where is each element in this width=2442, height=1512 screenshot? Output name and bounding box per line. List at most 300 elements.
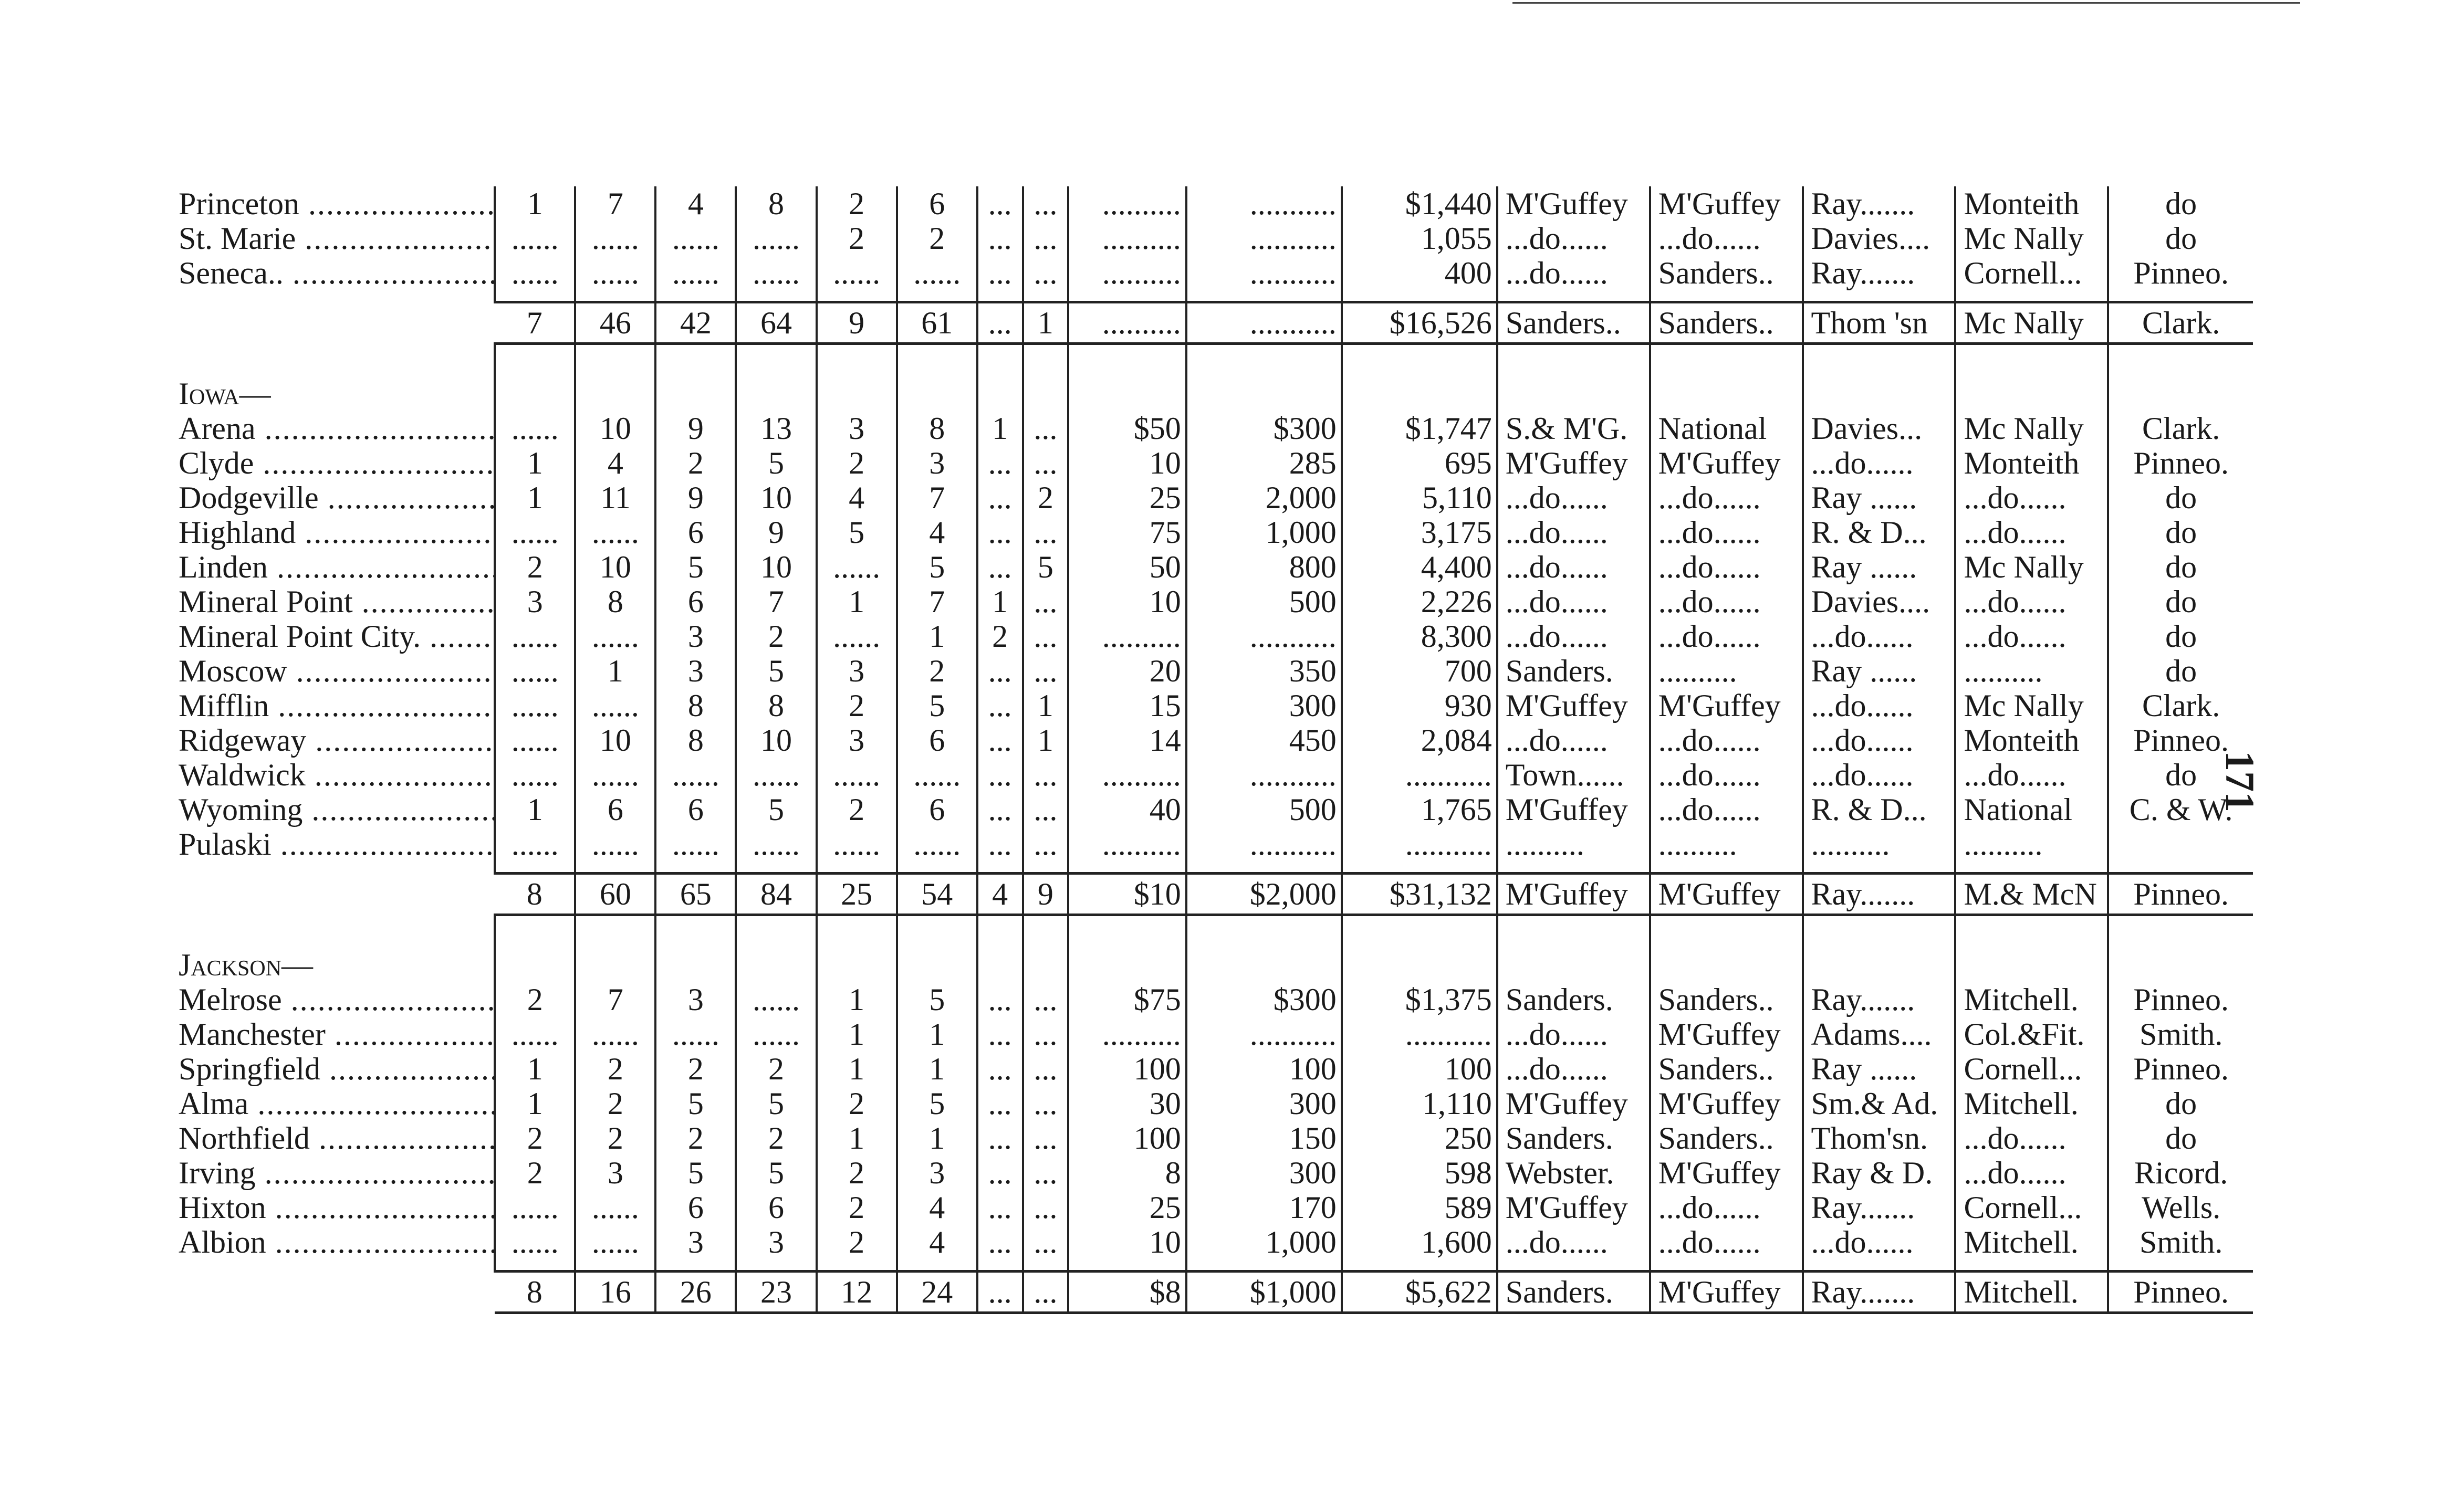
table-cell: 1,055 xyxy=(1342,221,1497,256)
table-row xyxy=(179,1086,2253,1121)
table-cell: ... xyxy=(1023,1121,1069,1156)
table-cell: 6 xyxy=(655,792,736,827)
table-cell: ...do...... xyxy=(1650,584,1803,619)
table-cell: 16 xyxy=(575,1272,655,1313)
table-cell: 9 xyxy=(817,302,897,344)
town-name xyxy=(179,411,495,446)
table-cell: 7 xyxy=(575,982,655,1017)
table-cell: M'Guffey xyxy=(1650,688,1803,723)
table-cell: Mitchell. xyxy=(1955,1086,2108,1121)
table-cell: ...... xyxy=(817,550,897,584)
table-cell: ...do...... xyxy=(1650,758,1803,792)
table-body xyxy=(179,186,2253,1313)
table-cell: Monteith xyxy=(1955,723,2108,758)
table-cell: 10 xyxy=(575,411,655,446)
table-cell: Mitchell. xyxy=(1955,982,2108,1017)
table-cell: ...... xyxy=(495,1017,575,1052)
table-cell: 1 xyxy=(817,1017,897,1052)
table-cell: 5 xyxy=(655,1086,736,1121)
table-row xyxy=(179,411,2253,446)
table-cell: ...do...... xyxy=(1497,515,1650,550)
table-cell: ...... xyxy=(575,758,655,792)
table-cell: ...... xyxy=(495,411,575,446)
table-cell: 2 xyxy=(1023,480,1069,515)
table-cell: do xyxy=(2165,654,2197,688)
table-cell: 1 xyxy=(495,792,575,827)
table-cell: 2 xyxy=(495,1121,575,1156)
table-cell: 2 xyxy=(817,792,897,827)
town-name-text: Alma ..... xyxy=(179,1086,495,1121)
table-row xyxy=(179,688,2253,723)
table-cell: Adams.... xyxy=(1803,1017,1956,1052)
table-cell: ...... xyxy=(655,758,736,792)
table-cell: 4 xyxy=(817,480,897,515)
town-name-text: Seneca.. ..... xyxy=(179,256,495,290)
table-cell: 1 xyxy=(495,1052,575,1086)
table-row xyxy=(179,186,2253,221)
table-row xyxy=(179,480,2253,515)
table-cell: ... xyxy=(977,302,1023,344)
table-row xyxy=(179,654,2253,688)
rule-row xyxy=(179,1259,2253,1272)
table-cell: ... xyxy=(1023,584,1069,619)
table-cell: ... xyxy=(977,688,1023,723)
table-cell: M'Guffey xyxy=(1497,688,1650,723)
table-cell: ...... xyxy=(817,256,897,290)
table-row xyxy=(179,1121,2253,1156)
table-cell: Sanders. xyxy=(1497,1121,1650,1156)
table-cell: 300 xyxy=(1186,1086,1342,1121)
table-cell: 1 xyxy=(977,584,1023,619)
table-cell: 1 xyxy=(817,1052,897,1086)
table-cell: Pinneo. xyxy=(2108,874,2253,915)
table-cell: ... xyxy=(977,1017,1023,1052)
table-cell: 65 xyxy=(655,874,736,915)
table-cell: M'Guffey xyxy=(1497,1190,1650,1225)
table-cell: ...do...... xyxy=(1497,550,1650,584)
table-cell: 4 xyxy=(897,1190,977,1225)
table-cell: 2 xyxy=(817,1086,897,1121)
town-name xyxy=(179,480,495,515)
table-cell: ...... xyxy=(897,256,977,290)
table-row xyxy=(179,1052,2253,1086)
table-cell: ...do...... xyxy=(1955,515,2108,550)
table-cell: 25 xyxy=(817,874,897,915)
table-cell: 4 xyxy=(897,1225,977,1259)
table-cell: Smith. xyxy=(2139,1225,2223,1259)
rule-row xyxy=(179,290,2253,302)
table-cell: ...... xyxy=(495,723,575,758)
table-cell: ... xyxy=(977,827,1023,862)
table-row xyxy=(179,550,2253,584)
table-cell: 9 xyxy=(655,480,736,515)
table-cell: ...... xyxy=(575,1017,655,1052)
table-cell: ...... xyxy=(495,1225,575,1259)
table-cell: ... xyxy=(1023,186,1069,221)
table-cell: 2 xyxy=(495,982,575,1017)
table-cell: ...... xyxy=(575,1225,655,1259)
table-cell: 1,765 xyxy=(1342,792,1497,827)
town-name xyxy=(179,654,495,688)
table-cell: ........... xyxy=(1186,758,1342,792)
table-cell: ...do...... xyxy=(1803,1225,1956,1259)
table-cell: Ray....... xyxy=(1803,1190,1956,1225)
table-cell: $1,747 xyxy=(1342,411,1497,446)
table-cell: Sanders. xyxy=(1497,654,1650,688)
table-cell: 3,175 xyxy=(1342,515,1497,550)
total-row xyxy=(179,874,2253,915)
table-cell: ...... xyxy=(495,619,575,654)
table-cell: do xyxy=(2165,584,2197,619)
town-name xyxy=(179,1225,495,1259)
table-cell: ...... xyxy=(655,256,736,290)
table-cell: ... xyxy=(977,982,1023,1017)
table-cell: ...... xyxy=(897,827,977,862)
page-number: 171 xyxy=(2217,751,2263,812)
table-cell: 1 xyxy=(575,654,655,688)
table-cell: ... xyxy=(1023,827,1069,862)
table-cell: 500 xyxy=(1186,792,1342,827)
table-cell: 60 xyxy=(575,874,655,915)
town-name-text: Mineral Point City. ..... xyxy=(179,619,495,654)
town-name xyxy=(179,584,495,619)
table-cell: Monteith xyxy=(1955,446,2108,480)
table-cell: 1 xyxy=(897,619,977,654)
table-cell: ...do...... xyxy=(1955,1156,2108,1190)
table-cell: ...do...... xyxy=(1497,480,1650,515)
table-cell: 9 xyxy=(1023,874,1069,915)
table-cell: .......... xyxy=(1650,654,1803,688)
table-cell: 300 xyxy=(1186,688,1342,723)
town-name xyxy=(179,619,495,654)
table-row xyxy=(179,1156,2253,1190)
table-cell: Mc Nally xyxy=(1955,302,2108,344)
table-cell: 4,400 xyxy=(1342,550,1497,584)
table-cell: 10 xyxy=(736,550,816,584)
table-cell: M'Guffey xyxy=(1497,792,1650,827)
table-cell: 695 xyxy=(1342,446,1497,480)
town-name-text: Melrose ..... xyxy=(179,982,495,1017)
table-cell: 8 xyxy=(495,874,575,915)
table-row xyxy=(179,256,2253,290)
town-name-text: Clyde ..... xyxy=(179,446,495,480)
table-cell: ... xyxy=(977,1121,1023,1156)
table-cell: 3 xyxy=(817,654,897,688)
table-row xyxy=(179,792,2253,827)
table-cell: Sanders.. xyxy=(1650,256,1803,290)
table-cell: ...... xyxy=(575,221,655,256)
table-cell: 7 xyxy=(575,186,655,221)
table-cell: Ray....... xyxy=(1803,256,1956,290)
table-row xyxy=(179,446,2253,480)
town-name xyxy=(179,792,495,827)
table-cell: ... xyxy=(977,792,1023,827)
table-cell: $300 xyxy=(1186,982,1342,1017)
table-cell: 1 xyxy=(1023,688,1069,723)
table-cell: do xyxy=(2165,186,2197,221)
table-cell: 15 xyxy=(1068,688,1186,723)
table-cell: Smith. xyxy=(2139,1017,2223,1052)
table-cell: M'Guffey xyxy=(1650,446,1803,480)
table-cell: ... xyxy=(977,221,1023,256)
county-header-row xyxy=(179,946,2253,982)
table-cell: Mitchell. xyxy=(1955,1272,2108,1313)
table-cell: 6 xyxy=(897,186,977,221)
table-row xyxy=(179,827,2253,862)
table-cell: 8,300 xyxy=(1342,619,1497,654)
table-cell: 6 xyxy=(897,792,977,827)
table-cell: 2 xyxy=(495,1156,575,1190)
table-cell: National xyxy=(1650,411,1803,446)
rule-row xyxy=(179,862,2253,874)
table-cell: ........... xyxy=(1342,1017,1497,1052)
table-cell: .......... xyxy=(1068,1017,1186,1052)
table-cell: 700 xyxy=(1342,654,1497,688)
table-cell: 23 xyxy=(736,1272,816,1313)
table-row xyxy=(179,982,2253,1017)
table-cell: Ray ...... xyxy=(1803,480,1956,515)
table-cell: .......... xyxy=(1068,186,1186,221)
table-cell: ........... xyxy=(1342,758,1497,792)
table-cell: ........... xyxy=(1186,302,1342,344)
table-cell: .......... xyxy=(1068,256,1186,290)
table-cell: 500 xyxy=(1186,584,1342,619)
table-cell: ...do...... xyxy=(1803,688,1956,723)
table-cell: Sanders.. xyxy=(1650,302,1803,344)
table-cell: 20 xyxy=(1068,654,1186,688)
table-cell: 6 xyxy=(655,584,736,619)
table-cell: ...do...... xyxy=(1650,723,1803,758)
table-cell: .......... xyxy=(1068,302,1186,344)
table-cell: .......... xyxy=(1068,827,1186,862)
table-cell: 7 xyxy=(736,584,816,619)
table-cell: ...... xyxy=(495,827,575,862)
table-cell: 14 xyxy=(1068,723,1186,758)
table-cell: ...... xyxy=(575,619,655,654)
table-cell: 11 xyxy=(575,480,655,515)
table-cell: Clark. xyxy=(2108,302,2253,344)
table-cell: ...do...... xyxy=(1650,1190,1803,1225)
table-cell: R. & D... xyxy=(1803,792,1956,827)
table-cell: ........... xyxy=(1186,256,1342,290)
table-cell: ... xyxy=(977,654,1023,688)
table-cell: 350 xyxy=(1186,654,1342,688)
table-cell: 400 xyxy=(1342,256,1497,290)
table-cell: ... xyxy=(977,1190,1023,1225)
table-cell: $1,000 xyxy=(1186,1272,1342,1313)
table-cell: ...... xyxy=(736,982,816,1017)
table-cell: 2 xyxy=(736,1052,816,1086)
table-cell: Davies... xyxy=(1803,411,1956,446)
table-cell: 2 xyxy=(575,1086,655,1121)
table-cell: do xyxy=(2165,550,2197,584)
table-cell: 1 xyxy=(897,1121,977,1156)
county-name: Jackson— xyxy=(179,946,495,982)
table-cell: M'Guffey xyxy=(1497,1086,1650,1121)
table-row xyxy=(179,584,2253,619)
table-cell: 1 xyxy=(495,1086,575,1121)
table-cell: M'Guffey xyxy=(1497,186,1650,221)
table-cell: Sanders.. xyxy=(1650,1052,1803,1086)
table-cell: ...... xyxy=(897,758,977,792)
table-cell: ...... xyxy=(495,515,575,550)
table-cell: 5 xyxy=(655,1156,736,1190)
town-name-text: Albion ..... xyxy=(179,1225,495,1259)
town-name xyxy=(179,1017,495,1052)
town-name xyxy=(179,1156,495,1190)
table-cell: ... xyxy=(977,1052,1023,1086)
table-cell: Ray....... xyxy=(1803,982,1956,1017)
town-name xyxy=(179,1052,495,1086)
table-cell: Sanders. xyxy=(1497,982,1650,1017)
table-cell: ...... xyxy=(736,827,816,862)
table-cell: ... xyxy=(1023,515,1069,550)
table-cell: Ray....... xyxy=(1803,186,1956,221)
table-cell: 8 xyxy=(897,411,977,446)
table-cell: ...... xyxy=(736,1017,816,1052)
table-cell: ...... xyxy=(575,688,655,723)
town-name xyxy=(179,221,495,256)
table-cell: Ray ...... xyxy=(1803,550,1956,584)
spacer-row xyxy=(179,344,2253,375)
table-cell: M'Guffey xyxy=(1650,1272,1803,1313)
table-cell: 8 xyxy=(736,688,816,723)
table-cell: Ray....... xyxy=(1803,1272,1956,1313)
table-cell: 5 xyxy=(897,688,977,723)
table-cell: 1,000 xyxy=(1186,1225,1342,1259)
table-cell: $75 xyxy=(1068,982,1186,1017)
table-cell: 3 xyxy=(817,723,897,758)
table-cell: Ricord. xyxy=(2134,1156,2228,1190)
table-cell: Pinneo. xyxy=(2133,723,2229,758)
table-cell: ...... xyxy=(575,515,655,550)
county-name: Iowa— xyxy=(179,374,495,411)
town-name xyxy=(179,550,495,584)
table-cell: ...do...... xyxy=(1803,619,1956,654)
table-cell: ... xyxy=(1023,1225,1069,1259)
table-cell: do xyxy=(2165,1121,2197,1156)
town-name xyxy=(179,827,495,862)
table-cell: 8 xyxy=(655,688,736,723)
school-statistics-table xyxy=(179,186,2253,1314)
table-cell: 2 xyxy=(736,1121,816,1156)
table-cell: 2 xyxy=(575,1121,655,1156)
table-cell: ........... xyxy=(1342,827,1497,862)
table-cell: ...do...... xyxy=(1955,584,2108,619)
table-cell: 5 xyxy=(817,515,897,550)
table-cell: 10 xyxy=(1068,584,1186,619)
town-name-text: Irving ..... xyxy=(179,1156,495,1190)
table-cell: ...do...... xyxy=(1650,550,1803,584)
table-cell: 30 xyxy=(1068,1086,1186,1121)
table-cell: 2 xyxy=(817,1190,897,1225)
table-cell: 6 xyxy=(897,723,977,758)
table-cell: $1,440 xyxy=(1342,186,1497,221)
table-cell: 13 xyxy=(736,411,816,446)
table-cell: ...do...... xyxy=(1497,619,1650,654)
table-cell: 26 xyxy=(655,1272,736,1313)
table-cell: 46 xyxy=(575,302,655,344)
table-cell: Sanders.. xyxy=(1497,302,1650,344)
table-cell: 2 xyxy=(817,688,897,723)
table-cell: ...... xyxy=(655,221,736,256)
table-cell: Cornell... xyxy=(1955,1052,2108,1086)
town-name xyxy=(179,515,495,550)
table-cell: ...... xyxy=(736,758,816,792)
table-cell: 5 xyxy=(736,1086,816,1121)
table-cell: ...do...... xyxy=(1497,584,1650,619)
table-cell: 5 xyxy=(897,1086,977,1121)
table-row xyxy=(179,1017,2253,1052)
table-cell: ...... xyxy=(495,221,575,256)
table-cell: 5 xyxy=(897,982,977,1017)
table-cell: Davies.... xyxy=(1803,221,1956,256)
table-cell: 50 xyxy=(1068,550,1186,584)
table-cell: 2,000 xyxy=(1186,480,1342,515)
table-cell: 3 xyxy=(897,1156,977,1190)
table-cell: .......... xyxy=(1068,221,1186,256)
table-cell: 84 xyxy=(736,874,816,915)
table-cell: Pinneo. xyxy=(2108,1272,2253,1313)
table-cell: 7 xyxy=(897,480,977,515)
table-cell: do xyxy=(2165,515,2197,550)
town-name-text: Waldwick ..... xyxy=(179,758,495,792)
table-cell: M'Guffey xyxy=(1650,1156,1803,1190)
table-cell: 10 xyxy=(736,723,816,758)
table-cell: ... xyxy=(977,1086,1023,1121)
table-cell: Sanders.. xyxy=(1650,982,1803,1017)
town-name-text: Northfield ..... xyxy=(179,1121,495,1156)
table-cell: .......... xyxy=(1068,619,1186,654)
table-cell: 100 xyxy=(1068,1052,1186,1086)
table-cell: ... xyxy=(977,758,1023,792)
table-cell: 3 xyxy=(575,1156,655,1190)
table-cell: M'Guffey xyxy=(1650,874,1803,915)
table-cell: ... xyxy=(977,256,1023,290)
table-cell: 3 xyxy=(736,1225,816,1259)
table-cell: 100 xyxy=(1068,1121,1186,1156)
town-name xyxy=(179,982,495,1017)
table-cell: 9 xyxy=(655,411,736,446)
table-cell: 598 xyxy=(1342,1156,1497,1190)
table-cell: ...do...... xyxy=(1650,792,1803,827)
town-name-text: Manchester ..... xyxy=(179,1017,495,1052)
table-cell: 2 xyxy=(575,1052,655,1086)
table-cell: ... xyxy=(1023,446,1069,480)
table-cell: 2,084 xyxy=(1342,723,1497,758)
table-row xyxy=(179,619,2253,654)
table-cell: ...do...... xyxy=(1497,1017,1650,1052)
table-cell: 6 xyxy=(736,1190,816,1225)
table-cell: Ray ...... xyxy=(1803,1052,1956,1086)
table-cell: ...do...... xyxy=(1955,619,2108,654)
table-cell: 10 xyxy=(575,723,655,758)
town-name-text: Moscow ..... xyxy=(179,654,495,688)
table-cell: 1 xyxy=(1023,302,1069,344)
table-cell: Ray....... xyxy=(1803,874,1956,915)
table-cell: 75 xyxy=(1068,515,1186,550)
table-cell: do xyxy=(2165,480,2197,515)
table-cell: 170 xyxy=(1186,1190,1342,1225)
table-cell: ... xyxy=(1023,619,1069,654)
table-cell: 2 xyxy=(655,1121,736,1156)
table-cell: ... xyxy=(1023,411,1069,446)
table-cell: $300 xyxy=(1186,411,1342,446)
table-cell: ...... xyxy=(575,1190,655,1225)
table-cell: Mc Nally xyxy=(1955,221,2108,256)
table-cell: 2 xyxy=(897,654,977,688)
top-rule xyxy=(1512,2,2300,4)
